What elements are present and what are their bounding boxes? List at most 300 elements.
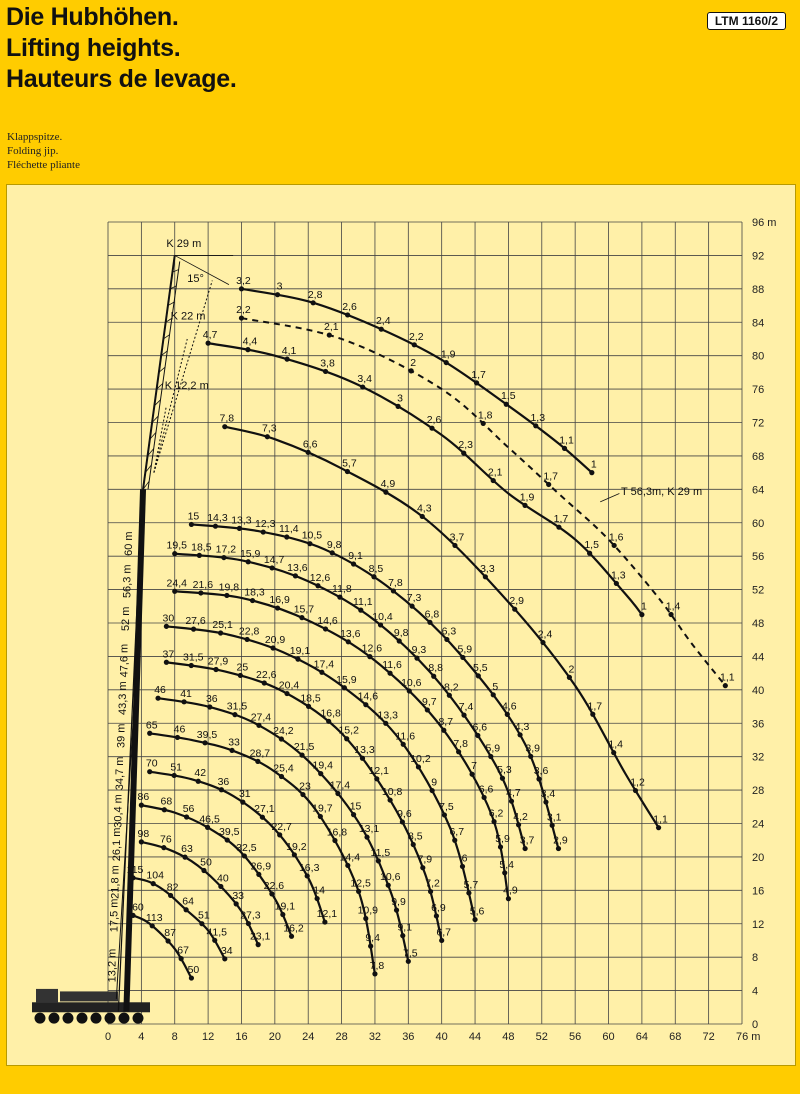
curve-point [397, 638, 402, 643]
curve-point [229, 748, 234, 753]
curve-point-label: 8,8 [428, 662, 444, 675]
curve-point [164, 660, 169, 665]
x-tick-label: 72 [702, 1031, 715, 1043]
curve-point-label: 9 [431, 776, 438, 789]
y-tick-label: 4 [752, 985, 759, 998]
x-tick-label: 40 [435, 1031, 448, 1043]
curve-point-label: 41,5 [206, 926, 227, 939]
curve-point [261, 529, 266, 534]
curve-point [165, 938, 170, 943]
curve-point [222, 956, 227, 961]
curve-point [322, 919, 327, 924]
curve-point [506, 896, 511, 901]
curve-point-label: 3,7 [449, 531, 465, 544]
chart-curves [126, 275, 735, 981]
folding-jib-position [154, 339, 187, 473]
curve-point-label: 31,5 [226, 700, 248, 713]
curve-point [427, 620, 432, 625]
curve-point [481, 421, 486, 426]
crane-wheel [91, 1013, 102, 1024]
curve-point [279, 774, 284, 779]
curve-point [543, 799, 548, 804]
curve-point [147, 731, 152, 736]
curve-point [428, 889, 433, 894]
curve-point-label: 10,2 [410, 752, 431, 765]
curve-point-label: 113 [145, 911, 163, 924]
curve-point [371, 574, 376, 579]
curve-point [460, 655, 465, 660]
curve-point [293, 573, 298, 578]
curve-point [505, 712, 510, 717]
curve-point-label: 6,8 [424, 608, 440, 621]
crane-wheel [63, 1013, 74, 1024]
curve-point-label: 4,6 [501, 700, 517, 713]
curve-point [387, 671, 392, 676]
jib-angle-label: 15° [187, 273, 204, 286]
curve-point [183, 907, 188, 912]
curve-point [155, 696, 160, 701]
crane-superstructure [60, 991, 118, 1001]
curve-point-label: 50 [200, 856, 212, 869]
model-badge: LTM 1160/2 [707, 12, 786, 30]
curve-point-label: 19,5 [166, 539, 187, 552]
curve-point-label: 6,6 [472, 721, 488, 734]
curve-point-label: 14,6 [317, 614, 338, 627]
curve-point-label: 12,6 [361, 642, 383, 655]
curve-point-label: 7,8 [369, 959, 385, 972]
curve-point-label: 7,5 [439, 800, 454, 813]
curve-point-label: 11,1 [352, 596, 373, 609]
curve-point-label: 10,4 [372, 610, 393, 623]
curve-point [533, 423, 538, 428]
curve-point-label: 19,4 [312, 759, 333, 772]
curve-point [723, 683, 728, 688]
curve-point [189, 522, 194, 527]
curve-point [412, 342, 417, 347]
curve-point [452, 543, 457, 548]
curve-point [345, 863, 350, 868]
curve-point [299, 753, 304, 758]
curve-point [218, 884, 223, 889]
y-tick-label: 56 [752, 551, 765, 564]
y-tick-label: 32 [752, 751, 765, 764]
curve-point [358, 608, 363, 613]
curve-point [411, 842, 416, 847]
curve-point-label: 10,5 [301, 529, 323, 542]
curve-point-label: 6 [461, 852, 468, 865]
y-tick-label: 44 [752, 651, 765, 664]
curve-point [360, 384, 365, 389]
curve-point [306, 704, 311, 709]
curve-point-label: 39,5 [219, 826, 240, 839]
curve-point-label: 7,8 [453, 737, 468, 750]
curve-point-label: 25,1 [212, 618, 233, 631]
curve-point-label: 13,6 [287, 561, 308, 574]
curve-point [522, 503, 527, 508]
curve-point-label: 6,7 [436, 926, 451, 939]
curve-point [242, 853, 247, 858]
curve-point [280, 912, 285, 917]
curve-point-label: 1,6 [608, 531, 624, 544]
curve-point-label: 5,9 [485, 742, 501, 755]
curve-point [550, 823, 555, 828]
curve-point-label: 3 [276, 280, 283, 293]
curve-point-label: 33 [232, 889, 245, 902]
curve-point-label: 5,3 [497, 764, 512, 777]
curve-point [182, 855, 187, 860]
curve-point-label: 19,8 [218, 581, 240, 594]
curve-point-label: 11,8 [332, 583, 352, 596]
boom-length-label: 43,3 m [117, 681, 130, 716]
curve-point-label: 68 [160, 795, 173, 808]
curve-point [367, 654, 372, 659]
curve-point [197, 553, 202, 558]
curve-point [383, 490, 388, 495]
curve-point [420, 514, 425, 519]
curve-point [460, 864, 465, 869]
y-tick-label: 84 [752, 317, 765, 330]
curve-point-label: 1,9 [440, 348, 456, 361]
curve-point [491, 819, 496, 824]
x-tick-label: 16 [235, 1031, 248, 1043]
curve-point [206, 341, 211, 346]
curve-point [351, 812, 356, 817]
curve-point-label: 20,9 [264, 634, 286, 647]
boom-length-label: 47,6 m [118, 643, 131, 678]
curve-point [668, 612, 673, 617]
jib-label-k12: K 12,2 m [164, 380, 209, 393]
curve-point-label: 16,8 [326, 826, 348, 839]
curve-point [168, 893, 173, 898]
curve-point-label: 2,8 [307, 288, 323, 301]
curve-point [466, 890, 471, 895]
curve-point [500, 776, 505, 781]
curve-point-label: 56 [182, 803, 195, 816]
curve-point [400, 933, 405, 938]
curve-point [444, 637, 449, 642]
curve-point-label: 32,5 [236, 841, 257, 854]
curve-point-label: 3,2 [236, 274, 251, 287]
curve-point-label: 12,3 [255, 518, 276, 531]
subtitle-de: Klappspitze. [7, 131, 63, 143]
curve-point [345, 469, 350, 474]
curve-point [363, 916, 368, 921]
curve-point-label: 2,1 [487, 466, 503, 479]
curve-point-label: 33 [228, 736, 240, 749]
curve-point-label: 24,4 [166, 577, 187, 590]
curve-point [536, 776, 541, 781]
x-tick-label: 24 [302, 1031, 315, 1043]
curve-point-label: 4,2 [513, 810, 528, 823]
curve-point [425, 707, 430, 712]
curve-point [150, 923, 155, 928]
curve-point-label: 12,5 [350, 877, 371, 890]
curve-point-label: 5,9 [457, 643, 473, 656]
curve-point [491, 692, 496, 697]
curve-point-label: 15 [187, 510, 200, 523]
curve-point [612, 543, 617, 548]
curve-point [481, 795, 486, 800]
curve-point-label: 16,8 [320, 707, 341, 720]
curve-point [184, 814, 189, 819]
curve-point [472, 917, 477, 922]
curve-point [246, 921, 251, 926]
y-tick-label: 64 [752, 484, 765, 497]
curve-point-label: 1,4 [665, 600, 681, 613]
curve-point-label: 23 [299, 780, 311, 793]
curve-point-label: 2,9 [509, 595, 525, 608]
curve-point [488, 754, 493, 759]
curve-point-label: 1,5 [584, 539, 599, 552]
curve-point-label: 3,3 [480, 562, 495, 575]
curve-point [307, 541, 312, 546]
folding-jib-position [154, 406, 167, 473]
curve-point-label: 9,1 [348, 549, 363, 562]
curve-point [326, 719, 331, 724]
curve-point [265, 434, 270, 439]
curve-point-label: 1,7 [471, 368, 486, 381]
curve-point-label: 1,3 [611, 569, 626, 582]
curve-point-label: 10,9 [357, 904, 379, 917]
curve-point [232, 712, 237, 717]
curve-point-label: 2,6 [426, 414, 442, 427]
curve-point-label: 11,6 [395, 730, 416, 743]
curve-point [306, 450, 311, 455]
curve-point-label: 3,1 [546, 811, 562, 824]
curve-point-label: 87 [164, 926, 176, 939]
curve-point [255, 759, 260, 764]
curve-point-label: 7,3 [406, 592, 422, 605]
curve-point-label: 27,1 [254, 803, 275, 816]
curve-point-label: 26,9 [250, 860, 272, 873]
curve-point-label: 67 [177, 944, 189, 957]
dashed-curve-leader [600, 494, 619, 502]
y-tick-label: 92 [752, 250, 765, 263]
curve-point [237, 526, 242, 531]
curve-point-label: 8,5 [368, 562, 384, 575]
curve-point-label: 7,5 [403, 947, 418, 960]
curve-point [318, 814, 323, 819]
curve-point [139, 803, 144, 808]
curve-point-label: 31 [238, 788, 251, 801]
curve-point [299, 615, 304, 620]
curve-point [476, 673, 481, 678]
curve-point-label: 2,2 [236, 304, 251, 317]
curve-point [516, 822, 521, 827]
y-tick-label: 60 [752, 517, 765, 530]
curve-point [196, 779, 201, 784]
curve-point [311, 300, 316, 305]
curve-point [224, 593, 229, 598]
curve-point-label: 3,4 [357, 373, 372, 386]
curve-point-label: 4,1 [281, 345, 297, 358]
curve-point-label: 13,3 [377, 709, 398, 722]
curve-point-label: 6,2 [488, 807, 504, 820]
curve-point-label: 18,5 [191, 541, 212, 554]
curve-point-label: 7,3 [262, 422, 277, 435]
curve-point [213, 667, 218, 672]
curve-point [614, 581, 619, 586]
curve-point [300, 792, 305, 797]
curve-point [130, 913, 135, 918]
curve-point [238, 673, 243, 678]
curve-point-label: 22,6 [263, 879, 285, 892]
curve-point-label: 7,8 [388, 576, 403, 589]
boom-length-label: 30,4 m [112, 794, 125, 828]
curve-point [474, 380, 479, 385]
curve-point [172, 773, 177, 778]
curve-point-label: 14,7 [263, 553, 285, 566]
curve-point [335, 791, 340, 796]
curve-point-label: 11,6 [382, 659, 402, 672]
curve-point-label: 27,4 [250, 711, 272, 724]
curve-point [368, 944, 373, 949]
curve-point-label: 17,4 [329, 779, 351, 792]
curve-point [318, 771, 323, 776]
curve-point-label: 9,3 [411, 644, 427, 657]
curve-point [218, 630, 223, 635]
curve-point [360, 756, 365, 761]
curve-point [277, 832, 282, 837]
curve-point [523, 846, 528, 851]
curve-point [151, 881, 156, 886]
curve-point [315, 583, 320, 588]
curve-k-22-m [208, 343, 642, 615]
curve-point [162, 807, 167, 812]
curve-point-label: 4,9 [503, 884, 518, 897]
curve-point [420, 865, 425, 870]
curve-point [461, 450, 466, 455]
curve-point-label: 21,5 [293, 741, 315, 754]
curve-point [199, 921, 204, 926]
curve-point-label: 51 [170, 761, 183, 774]
curve-point [444, 360, 449, 365]
curve-point [213, 524, 218, 529]
curve-point [512, 607, 517, 612]
curve-point [372, 971, 377, 976]
curve-point-label: 36 [205, 693, 218, 706]
x-tick-label: 60 [602, 1031, 615, 1043]
x-tick-label: 48 [502, 1031, 515, 1043]
curve-point [379, 327, 384, 332]
curve-point-label: 13,3 [354, 744, 375, 757]
curve-point [502, 870, 507, 875]
x-tick-label: 20 [268, 1031, 281, 1043]
curve-point [262, 680, 267, 685]
chart-annotations [600, 486, 702, 502]
curve-point [147, 769, 152, 774]
y-tick-label: 88 [752, 283, 765, 296]
curve-point-label: 4,4 [242, 335, 258, 348]
curve-point-label: 6,6 [302, 438, 318, 451]
curve-point [388, 797, 393, 802]
x-tick-label: 36 [402, 1031, 415, 1043]
curve-point [225, 837, 230, 842]
curve-point [562, 446, 567, 451]
curve-point-label: 22,7 [271, 820, 292, 833]
x-tick-label: 8 [171, 1031, 178, 1043]
curve-point [414, 656, 419, 661]
curve-point-label: 11,5 [370, 846, 391, 859]
curve-point [269, 891, 274, 896]
y-tick-label: 40 [752, 684, 765, 697]
curve-point [279, 736, 284, 741]
curve-point-label: 10,8 [381, 786, 403, 799]
title-de: Die Hubhöhen. [6, 3, 179, 31]
curve-point-label: 22,6 [256, 669, 277, 682]
x-tick-label: 44 [468, 1031, 482, 1043]
crane-cab [36, 989, 58, 1003]
boom-length-label: 60 m [123, 531, 136, 556]
curve-point-label: 65 [145, 719, 158, 732]
y-tick-label: 12 [752, 918, 765, 931]
curve-point [239, 315, 244, 320]
curve-point [639, 612, 644, 617]
curve-point [409, 368, 414, 373]
curve-point [327, 332, 332, 337]
curve-point [179, 956, 184, 961]
curve-point [469, 772, 474, 777]
curve-point-label: 14,3 [207, 512, 228, 525]
crane-wheel [119, 1013, 130, 1024]
curve-point-label: 10,6 [401, 676, 422, 689]
curve-point [483, 574, 488, 579]
curve-point [611, 750, 616, 755]
curve-point [556, 525, 561, 530]
curve-point [376, 858, 381, 863]
curve-point-label: 13,3 [231, 514, 252, 527]
curve-point-label: 27,6 [185, 615, 206, 628]
curve-point [172, 551, 177, 556]
curve-point [383, 721, 388, 726]
curve-point-label: 9,8 [393, 627, 409, 640]
curve-point-label: 41 [180, 687, 192, 700]
boom-length-label: 34,7 m [114, 756, 127, 791]
curve-point-label: 2,6 [342, 300, 357, 313]
x-tick-label: 68 [669, 1031, 682, 1043]
curve-point-label: 64 [182, 895, 194, 908]
curve-point-label: 4,3 [514, 720, 530, 733]
curve-point-label: 5,7 [342, 457, 357, 470]
curve-point [315, 896, 320, 901]
curve-point [441, 728, 446, 733]
curve-point [284, 534, 289, 539]
curve-point [447, 693, 452, 698]
curve-point-label: 4,7 [506, 787, 521, 800]
curve-point [498, 844, 503, 849]
curve-point [234, 901, 239, 906]
curve-point-label: 21,6 [192, 578, 214, 591]
curve-point-label: 2 [568, 663, 575, 676]
curve-point [587, 551, 592, 556]
y-tick-label: 68 [752, 450, 765, 463]
curve-point [409, 604, 414, 609]
boom-length-label: 17,5 m [108, 898, 121, 933]
curve-point-label: 16,2 [283, 922, 304, 935]
boom-length-label: 39 m [115, 723, 128, 749]
curve-point-label: 1,3 [530, 411, 546, 424]
curve-point [345, 312, 350, 317]
curve-point [189, 975, 194, 980]
curve-point [633, 788, 638, 793]
curve-point-label: 2,1 [324, 321, 339, 334]
curve-point-label: 4,7 [202, 329, 218, 342]
curve-point [221, 555, 226, 560]
folding-jib-position [154, 280, 212, 472]
title-en: Lifting heights. [6, 34, 181, 62]
jib-label-k22: K 22 m [170, 310, 206, 323]
subtitle-en: Folding jip. [7, 145, 59, 157]
